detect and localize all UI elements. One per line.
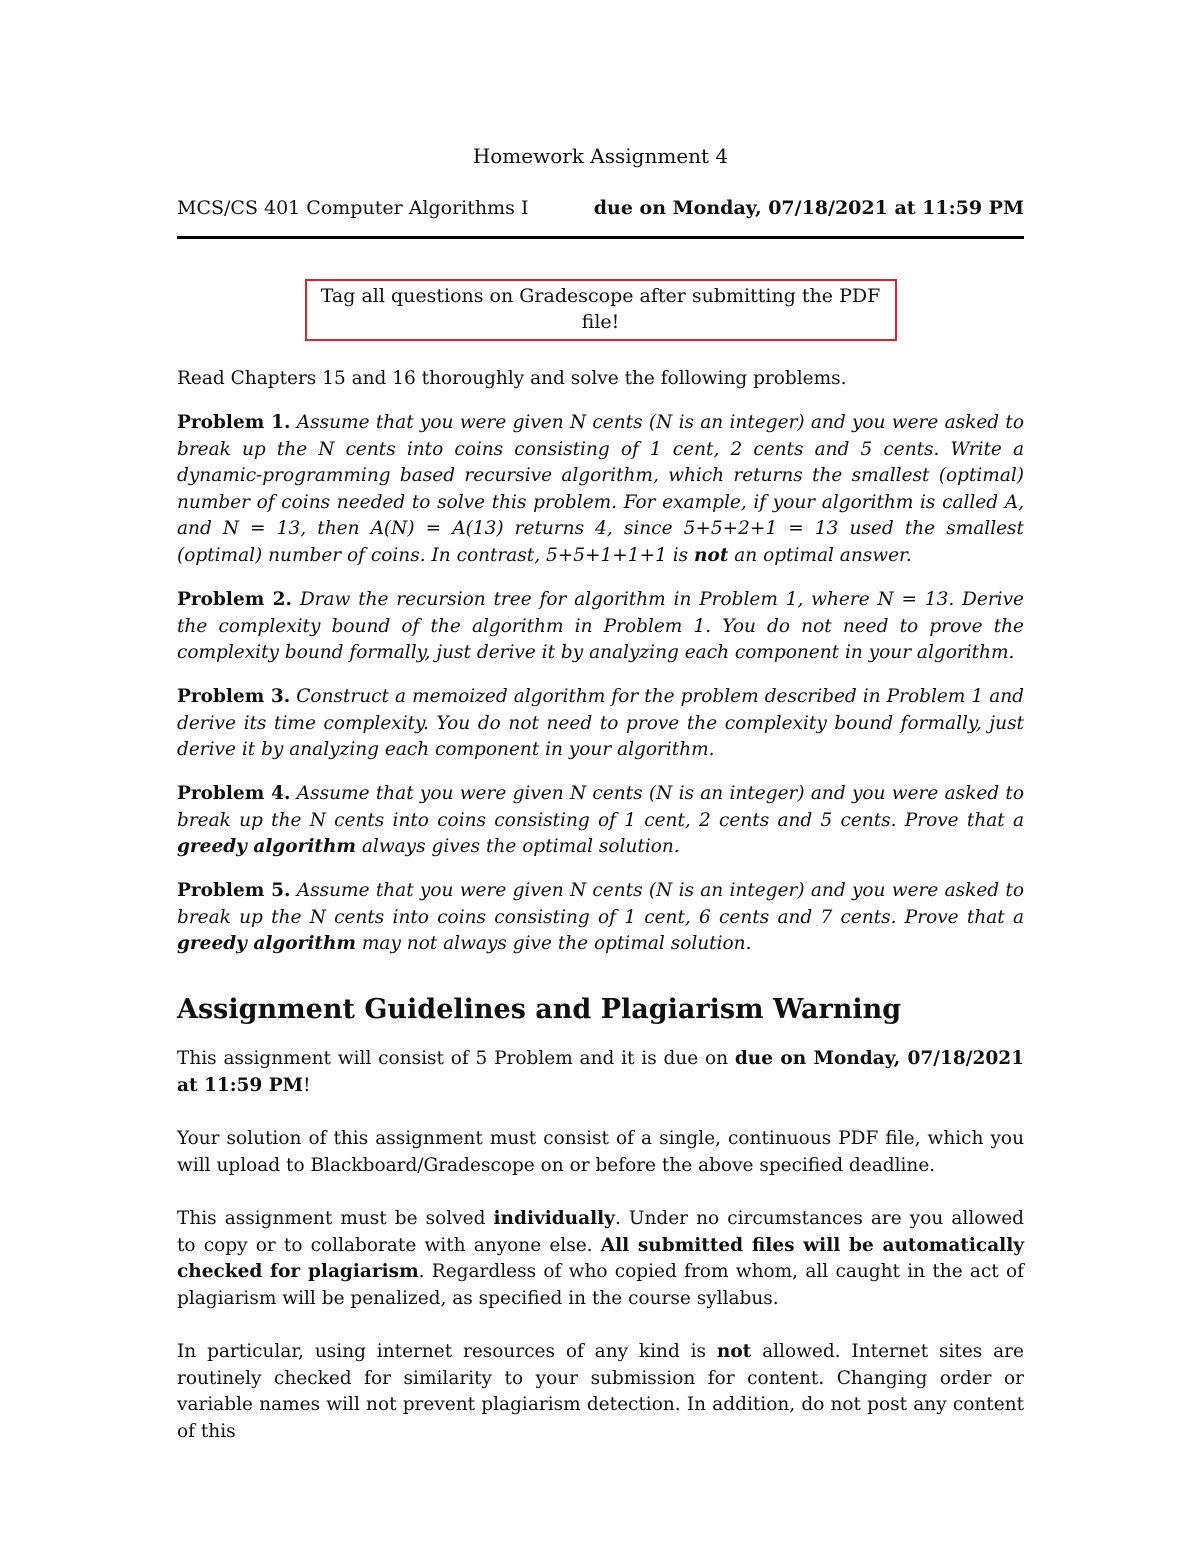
guidelines-paragraph-3 <box>177 1206 1024 1312</box>
paragraph-text: This assignment must be solved <box>177 1208 486 1229</box>
problem-5 <box>177 878 1024 958</box>
problem-text: Draw the recursion tree for algorithm in Problem 1, where N = 13. Derive the complexity bound of the algorithm in Problem 1. You do not need to prove the complexity bound formally, just derive it by analyzing each component in your algorithm. <box>177 589 1024 663</box>
not-emphasis: not <box>716 1341 752 1362</box>
header-rule <box>177 236 1024 239</box>
guidelines-heading: Assignment Guidelines and Plagiarism Warning <box>177 994 902 1025</box>
problem-text: Assume that you were given N cents (N is an integer) and you were asked to break up the N cents into coins consisting of 1 cent, 6 cents and 7 cents. Prove that a <box>177 880 1025 928</box>
intro-paragraph: Read Chapters 15 and 16 thoroughly and solve the following problems. <box>177 368 847 389</box>
paragraph-text: This assignment will consist of 5 Problem and it is due on <box>177 1048 729 1069</box>
course-line <box>177 195 1024 221</box>
problem-text-end: may not always give the optimal solution. <box>361 933 752 954</box>
paragraph-text: In particular, using internet resources of any kind is <box>177 1341 707 1362</box>
problem-label: Problem 4. <box>177 783 291 804</box>
gradescope-notice: Tag all questions on Gradescope after submitting the PDF file! <box>305 279 897 341</box>
problem-text-end: always gives the optimal solution. <box>361 836 680 857</box>
problem-emphasis: greedy algorithm <box>177 836 356 857</box>
paragraph-text: . Under no circumstances are you allowed to copy or to collaborate with anyone else. <box>177 1208 1024 1256</box>
problem-label: Problem 2. <box>177 589 292 610</box>
paragraph-text-end: allowed. Internet sites are routinely checked for similarity to your submission for content. Changing order or variable names will not prevent plagiarism detection. In addition, do not post any content of this <box>177 1341 1024 1442</box>
problem-1 <box>177 410 1024 569</box>
guidelines-paragraph-4 <box>177 1339 1024 1445</box>
problem-emphasis: not <box>694 544 729 566</box>
document-title: Homework Assignment 4 <box>472 144 729 168</box>
paragraph-text-end: . Regardless of who copied from whom, all caught in the act of plagiarism will be penalized, as specified in the course syllabus. <box>177 1261 1024 1309</box>
problem-text: Construct a memoized algorithm for the problem described in Problem 1 and derive its time complexity. You do not need to prove the complexity bound formally, just derive it by analyzing each component in your algorithm. <box>177 686 1024 760</box>
course-name: MCS/CS 401 Computer Algorithms I <box>177 197 529 219</box>
notice-container <box>177 279 1024 341</box>
paragraph-text-end: ! <box>303 1074 311 1096</box>
problem-4 <box>177 781 1024 861</box>
problem-text: Assume that you were given N cents (N is an integer) and you were asked to break up the N cents into coins consisting of 1 cent, 2 cents and 5 cents. Write a dynamic-programming based recursive algorithm, which returns the smallest (optimal) number of coins needed to solve this problem. For example, if your algorithm is called A, and N = 13, then A(N) = A(13) returns 4, since 5+5+2+1 = 13 used the smallest (optimal) number of coins. In contrast, 5+5+1+1+1 is <box>177 412 1025 566</box>
problem-label: Problem 5. <box>177 880 291 901</box>
problem-text-end: an optimal answer. <box>734 544 912 566</box>
plagiarism-emphasis: All submitted files will be automatically checked for plagiarism <box>177 1234 1024 1282</box>
problem-text: Assume that you were given N cents (N is an integer) and you were asked to break up the N cents into coins consisting of 1 cent, 2 cents and 5 cents. Prove that a <box>177 783 1025 831</box>
problem-emphasis: greedy algorithm <box>177 933 356 954</box>
problem-label: Problem 3. <box>177 686 291 707</box>
due-date-emphasis: due on Monday, 07/18/2021 at 11:59 PM <box>177 1048 1024 1096</box>
due-date: due on Monday, 07/18/2021 at 11:59 PM <box>593 197 1024 219</box>
guidelines-paragraph-1 <box>177 1046 1024 1099</box>
individually-emphasis: individually <box>493 1208 615 1229</box>
problem-label: Problem 1. <box>177 412 291 433</box>
problem-2 <box>177 587 1024 667</box>
guidelines-paragraph-2: Your solution of this assignment must consist of a single, continuous PDF file, which you will upload to Blackboard/Gradescope on or before the above specified deadline. <box>177 1128 1024 1176</box>
problem-3 <box>177 684 1024 764</box>
